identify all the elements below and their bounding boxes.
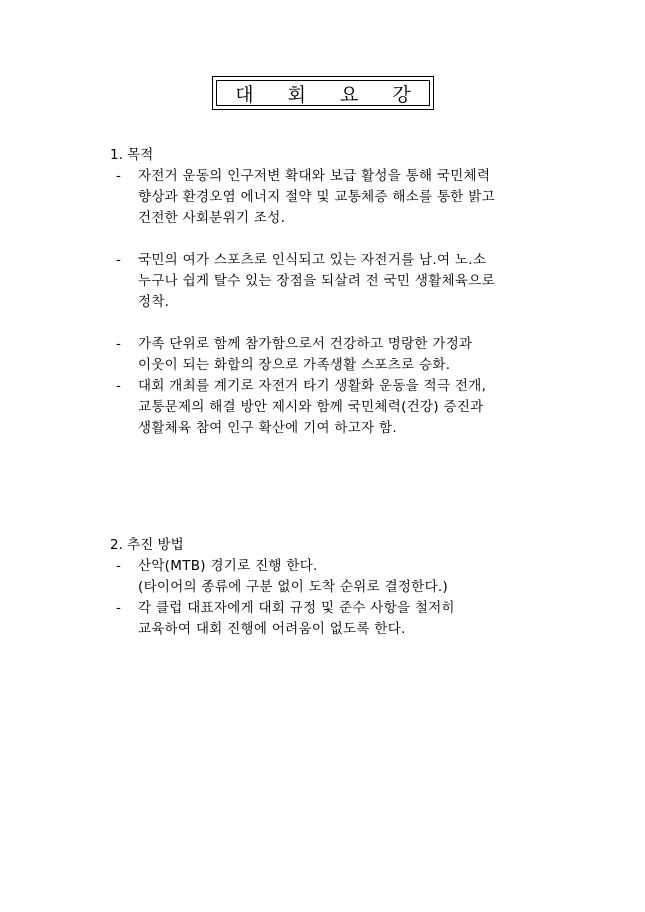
item-line: 이웃이 되는 화합의 장으로 가족생활 스포츠로 승화. [138,357,451,373]
item-line: 국민의 여가 스포츠로 인식되고 있는 자전거를 남.여 노.소 [138,252,487,268]
list-item [116,376,495,439]
item-line: 향상과 환경오염 에너지 절약 및 교통체증 해소를 통한 밝고 [138,189,495,205]
bullet-dash: - [116,252,121,268]
item-line: 생활체육 참여 인구 확산에 기여 하고자 함. [138,420,397,436]
title-inner-border [216,80,430,106]
section-method [110,534,455,640]
bullet-dash: - [116,378,121,394]
section-purpose [110,144,495,439]
item-line: 교육하여 대회 진행에 어려움이 없도록 한다. [138,621,406,637]
item-line: 정착. [138,294,170,310]
bullet-dash: - [116,600,121,616]
list-item [116,334,495,376]
document-title: 대 회 요 강 [235,83,425,106]
item-line: (타이어의 종류에 구분 없이 도착 순위로 결정한다.) [138,579,449,595]
item-line: 건전한 사회분위기 조성. [138,210,286,226]
item-line: 산악(MTB) 경기로 진행 한다. [138,558,318,574]
item-line: 교통문제의 해결 방안 제시와 함께 국민체력(건강) 증진과 [138,399,484,415]
bullet-dash: - [116,558,121,574]
section-heading: 2. 추진 방법 [110,537,184,553]
item-line: 가족 단위로 함께 참가함으로서 건강하고 명랑한 가정과 [138,336,473,352]
item-line: 누구나 쉽게 탈수 있는 장점을 되살려 전 국민 생활체육으로 [138,273,495,289]
item-line: 대회 개최를 계기로 자전거 타기 생활화 운동을 적극 전개, [138,378,487,394]
bullet-dash: - [116,336,121,352]
list-item [116,166,495,229]
list-item [116,556,455,598]
list-item [116,250,495,313]
section-heading: 1. 목적 [110,147,154,163]
list-item [116,598,455,640]
title-box [212,76,434,110]
item-line: 자전거 운동의 인구저변 확대와 보급 활성을 통해 국민체력 [138,168,491,184]
item-line: 각 클럽 대표자에게 대회 규정 및 준수 사항을 철저히 [138,600,455,616]
bullet-dash: - [116,168,121,184]
